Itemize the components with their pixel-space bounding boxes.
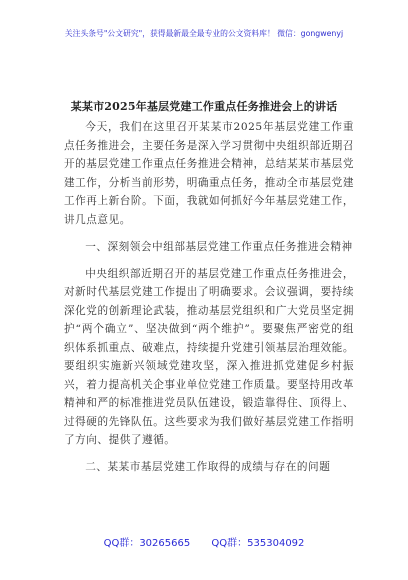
qq-group-2: QQ群：535304092 [211, 538, 305, 549]
section-heading-1: 一、深刻领会中组部基层党建工作重点任务推进会精神 [85, 240, 353, 253]
header-promo-note: 关注头条号"公文研究"，获得最新最全最专业的公文资料库！ 微信：gongwenyj [64, 29, 344, 38]
paragraph-intro: 今天，我们在这里召开某某市2025年基层党建工作重点任务推进会，主要任务是深入学习贯彻中央组织部近期召开的基层党建工作重点任务推进会精神，总结某某市基层党建工作，分析当前形势，明确重点任务，推动全市基层党建工作再上新台阶。下面，我就如何抓好今年基层党建工作，讲几点意见。 [64, 121, 354, 226]
document-body [64, 118, 354, 477]
document-title: 某某市2025年基层党建工作重点任务推进会上的讲话 [70, 100, 338, 113]
paragraph-section-1: 中央组织部近期召开的基层党建工作重点任务推进会，对新时代基层党建工作提出了明确要求。会议强调，要持续深化党的创新理论武装，推动基层党组织和广大党员坚定拥护“两个确立”、坚决做到“两个维护”。要聚焦严密党的组织体系抓重点、破难点，持续提升党建引领基层治理效能。要组织实施新兴领域党建攻坚，深入推进抓党建促乡村振兴，着力提高机关企事业单位党建工作质量。要坚持用改革精神和严的标准推进党员队伍建设，锻造靠得住、顶得上、过得硬的先锋队伍。这些要求为我们做好基层党建工作指明了方向、提供了遵循。 [64, 267, 354, 446]
footer-qq-groups [0, 534, 408, 549]
qq-group-1: QQ群：30265665 [103, 538, 191, 549]
section-heading-2: 二、某某市基层党建工作取得的成绩与存在的问题 [85, 461, 331, 473]
